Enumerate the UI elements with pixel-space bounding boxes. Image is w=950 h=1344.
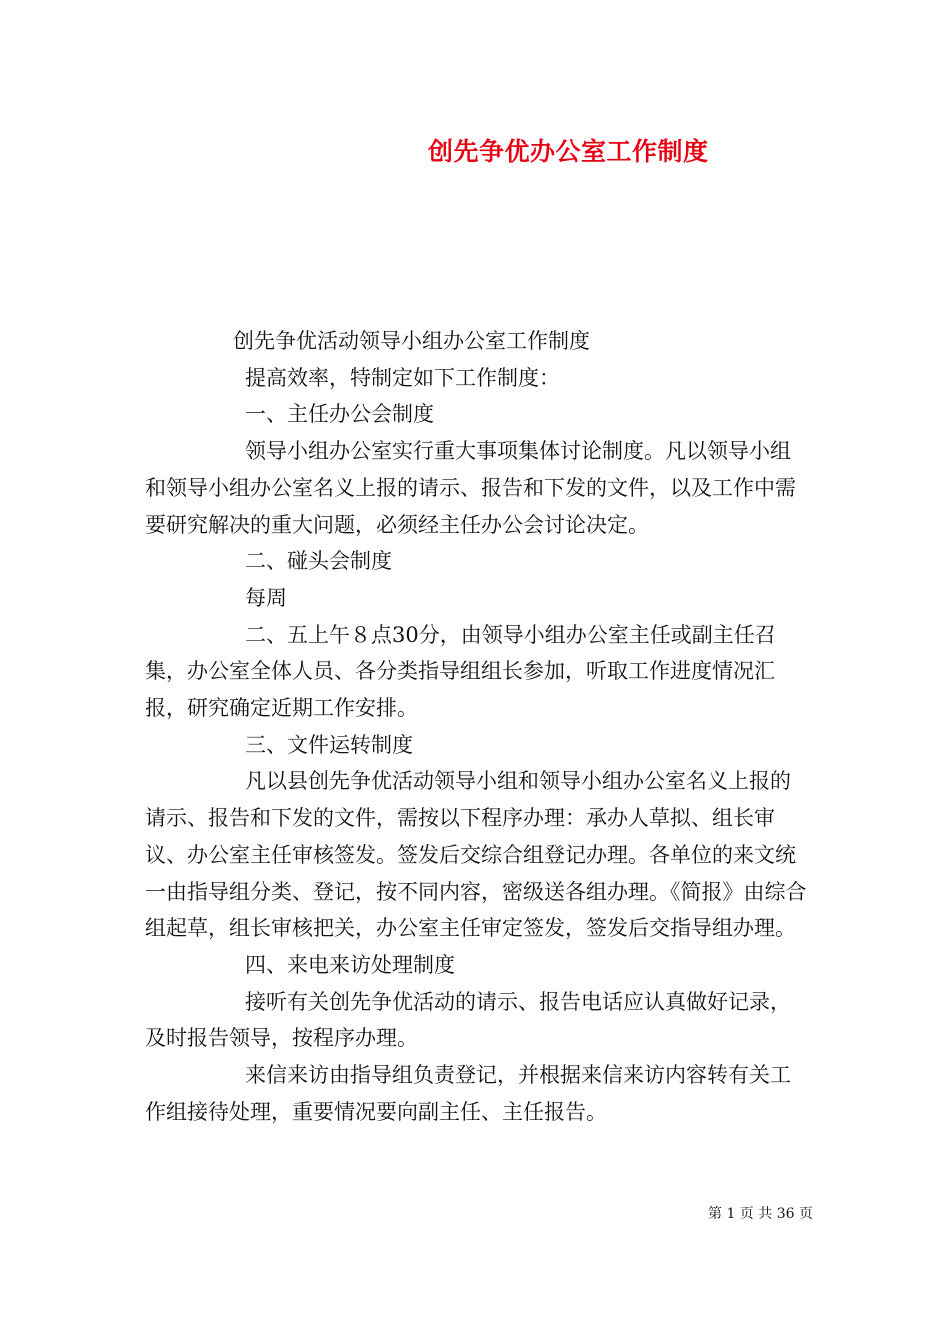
section-paragraph: 领导小组办公室实行重大事项集体讨论制度。凡以领导小组和领导小组办公室名义上报的请示、报告和下发的文件，以及工作中需要研究解决的重大问题，必须经主任办公会讨论决定。 — [145, 439, 796, 537]
document-subtitle: 创先争优活动领导小组办公室工作制度 — [233, 329, 590, 353]
section-heading: 二、碰头会制度 — [245, 549, 392, 574]
page-number: 第 1 页 共 36 页 — [708, 1206, 813, 1222]
section-heading: 四、来电来访处理制度 — [245, 952, 455, 977]
section-paragraph: 凡以县创先争优活动领导小组和领导小组办公室名义上报的请示、报告和下发的文件，需按以下程序办理：承办人草拟、组长审议、办公室主任审核签发。签发后交综合组登记办理。各单位的来文统一由指导组分类、登记，按不同内容，密级送各组办理。《简报》由综合组起草，组长审核把关，办公室主任审定签发，签发后交指导组办理。 — [145, 769, 807, 941]
section-heading: 一、主任办公会制度 — [245, 402, 434, 427]
section-paragraph: 接听有关创先争优活动的请示、报告电话应认真做好记录，及时报告领导，按程序办理。 — [145, 989, 791, 1051]
section-heading: 三、文件运转制度 — [245, 732, 413, 757]
intro-line: 提高效率，特制定如下工作制度： — [245, 365, 560, 390]
document-body — [145, 323, 810, 1130]
section-paragraph: 二、五上午８点30分，由领导小组办公室主任或副主任召集，办公室全体人员、各分类指导组组长参加，听取工作进度情况汇报，研究确定近期工作安排。 — [145, 622, 776, 721]
document-title: 创先争优办公室工作制度 — [428, 137, 709, 166]
section-paragraph: 来信来访由指导组负责登记，并根据来信来访内容转有关工作组接待处理，重要情况要向副主任、主任报告。 — [145, 1063, 791, 1124]
section-line: 每周 — [245, 585, 287, 610]
